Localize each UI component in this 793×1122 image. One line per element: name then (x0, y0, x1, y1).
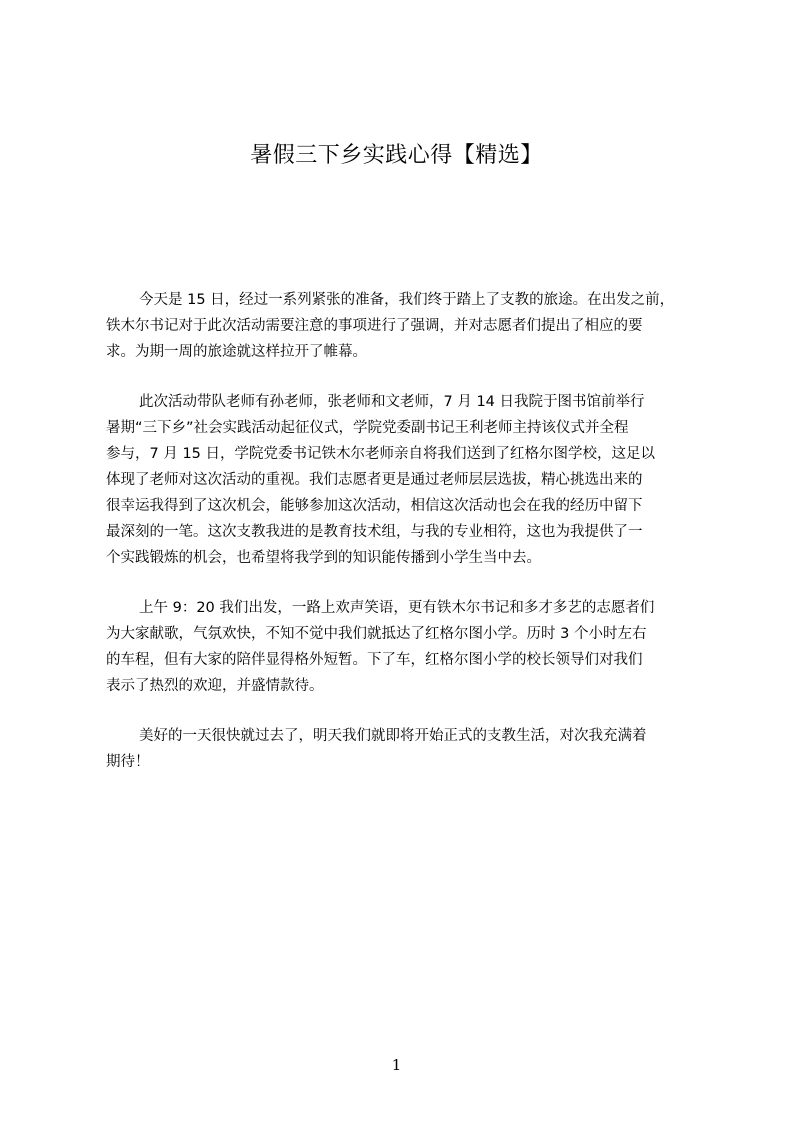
paragraph-line: 表示了热烈的欢迎，并盛情款待。 (106, 678, 324, 694)
document-title: 暑假三下乡实践心得【精选】 (250, 143, 543, 168)
paragraph-line: 参与，7 月 15 日，学院党委书记铁木尔老师亲自将我们送到了红格尔图学校，这足以 (106, 446, 656, 462)
paragraph-line: 今天是 15 日，经过一系列紧张的准备，我们终于踏上了支教的旅途。在出发之前， (139, 292, 675, 308)
paragraph-line: 美好的一天很快就过去了，明天我们就即将开始正式的支教生活，对次我充满着 (139, 728, 647, 744)
document-body (106, 287, 722, 799)
paragraph-line: 铁木尔书记对于此次活动需要注意的事项进行了强调，并对志愿者们提出了相应的要 (106, 318, 643, 334)
paragraph-line: 此次活动带队老师有孙老师，张老师和文老师，7 月 14 日我院于图书馆前举行 (139, 394, 645, 410)
paragraph-4 (106, 723, 722, 775)
paragraph-line: 最深刻的一笔。这次支教我进的是教育技术组，与我的专业相符，这也为我提供了一 (106, 524, 643, 540)
paragraph-line: 求。为期一周的旅途就这样拉开了帷幕。 (106, 344, 367, 360)
paragraph-line: 暑期“三下乡”社会实践活动起征仪式，学院党委副书记王利老师主持该仪式并全程 (106, 420, 629, 436)
page-number: 1 (391, 1056, 402, 1074)
paragraph-line: 期待！ (106, 754, 150, 770)
paragraph-line: 的车程，但有大家的陪伴显得格外短暂。下了车，红格尔图小学的校长领导们对我们 (106, 652, 643, 668)
paragraph-line: 上午 9：20 我们出发，一路上欢声笑语，更有铁木尔书记和多才多艺的志愿者们 (139, 600, 655, 616)
paragraph-2 (106, 389, 722, 571)
paragraph-line: 为大家献歌，气氛欢快，不知不觉中我们就抵达了红格尔图小学。历时 3 个小时左右 (106, 626, 647, 642)
paragraph-line: 体现了老师对这次活动的重视。我们志愿者更是通过老师层层选拔，精心挑选出来的 (106, 472, 643, 488)
paragraph-1 (106, 287, 722, 365)
paragraph-3 (106, 595, 722, 699)
paragraph-line: 很幸运我得到了这次机会，能够参加这次活动，相信这次活动也会在我的经历中留下 (106, 498, 643, 514)
paragraph-line: 个实践锻炼的机会，也希望将我学到的知识能传播到小学生当中去。 (106, 550, 541, 566)
